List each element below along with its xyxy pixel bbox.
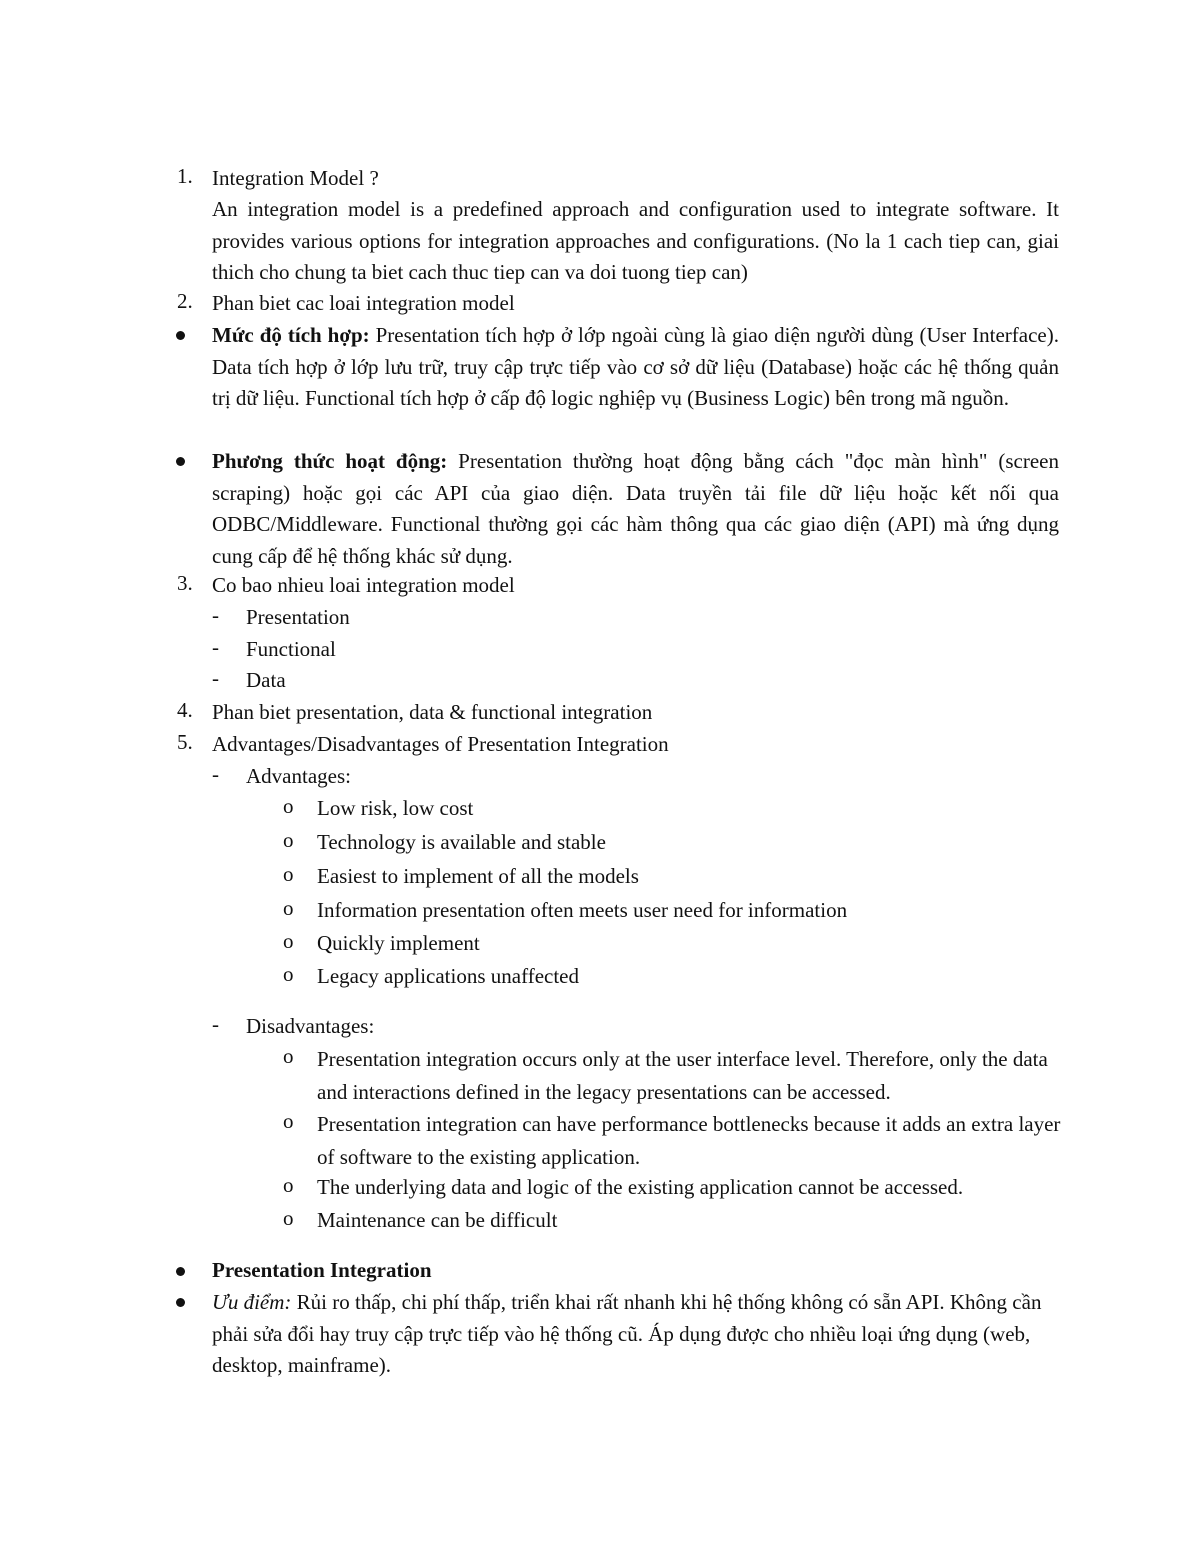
circle-marker: o <box>283 896 294 920</box>
disadvantage-text: Presentation integration occurs only at the user interface level. Therefore, only the data and interactions defined in the legacy presentations can be accessed. <box>317 1047 1048 1104</box>
circle-marker: o <box>283 828 294 852</box>
bullet-text: Presentation tích hợp ở lớp ngoài cùng là giao diện người dùng (User Interface). Data tích hợp ở lớp lưu trữ, truy cập trực tiếp vào cơ sở dữ liệu (Database) hoặc các hệ thống quản trị dữ liệu. Functional tích hợp ở cấp độ logic nghiệp vụ (Business Logic) bên trong mã nguồn. <box>212 323 1059 410</box>
sub-item-text: Data <box>246 668 286 692</box>
item-title: Phan biet presentation, data & functional integration <box>212 700 653 724</box>
bullet-text: Presentation thường hoạt động bằng cách "đọc màn hình" (screen scraping) hoặc gọi các API của giao diện. Data truyền tải file dữ liệu hoặc kết nối qua ODBC/Middleware. Functional thường gọi các hàm thông qua các giao diện (API) mà ứng dụng cung cấp để hệ thống khác sử dụng. <box>212 449 1059 568</box>
advantage-text: Quickly implement <box>317 931 480 955</box>
paragraph <box>212 446 1059 572</box>
circle-marker: o <box>283 1044 294 1068</box>
advantage-text: Information presentation often meets user need for information <box>317 898 848 922</box>
disadvantage-text: Presentation integration can have performance bottlenecks because it adds an extra layer of software to the existing application. <box>317 1112 1061 1169</box>
item-title: Integration Model ? <box>212 166 379 190</box>
sub-item-text: Functional <box>246 637 336 661</box>
bold-label: Presentation Integration <box>212 1258 432 1282</box>
advantage-text: Technology is available and stable <box>317 830 606 854</box>
item-title: Phan biet cac loai integration model <box>212 291 515 315</box>
advantage-text: Easiest to implement of all the models <box>317 864 639 888</box>
dash-marker: - <box>212 603 219 627</box>
bullet-text: Rủi ro thấp, chi phí thấp, triển khai rất nhanh khi hệ thống không có sẵn API. Không cần phải sửa đổi hay truy cập trực tiếp vào hệ thống cũ. Áp dụng được cho nhiều loại ứng dụng (web, desktop, mainframe). <box>212 1290 1042 1377</box>
disadvantage-text: Maintenance can be difficult <box>317 1208 558 1232</box>
advantage-text: Legacy applications unaffected <box>317 964 579 988</box>
circle-marker: o <box>283 862 294 886</box>
list-number: 2. <box>177 289 193 313</box>
circle-marker: o <box>283 1206 294 1230</box>
dash-marker: - <box>212 762 219 786</box>
paragraph <box>212 1287 1062 1382</box>
sub-item-text: Disadvantages: <box>246 1014 375 1038</box>
circle-marker: o <box>283 1173 294 1197</box>
list-number: 4. <box>177 698 193 722</box>
bold-label: Phương thức hoạt động: <box>212 449 448 473</box>
bullet-icon <box>176 1267 185 1276</box>
bold-label: Mức độ tích hợp: <box>212 323 370 347</box>
dash-marker: - <box>212 666 219 690</box>
bullet-icon <box>176 1298 185 1307</box>
italic-label: Ưu điểm: <box>212 1290 292 1314</box>
circle-marker: o <box>283 1109 294 1133</box>
sub-item-text: Advantages: <box>246 764 351 788</box>
circle-marker: o <box>283 929 294 953</box>
paragraph: An integration model is a predefined approach and configuration used to integrate software. It provides various options for integration approaches and configurations. (No la 1 cach tiep can, giai thich cho chung ta biet cach thuc tiep can va doi tuong tiep can) <box>212 197 1059 284</box>
circle-marker: o <box>283 794 294 818</box>
list-number: 1. <box>177 164 193 188</box>
bullet-icon <box>176 331 185 340</box>
list-number: 5. <box>177 730 193 754</box>
sub-item-text: Presentation <box>246 605 350 629</box>
advantage-text: Low risk, low cost <box>317 796 474 820</box>
disadvantage-text: The underlying data and logic of the existing application cannot be accessed. <box>317 1175 964 1199</box>
bullet-icon <box>176 457 185 466</box>
circle-marker: o <box>283 962 294 986</box>
item-title: Advantages/Disadvantages of Presentation Integration <box>212 732 669 756</box>
dash-marker: - <box>212 1012 219 1036</box>
dash-marker: - <box>212 635 219 659</box>
list-number: 3. <box>177 571 193 595</box>
item-title: Co bao nhieu loai integration model <box>212 573 515 597</box>
paragraph <box>212 320 1059 415</box>
